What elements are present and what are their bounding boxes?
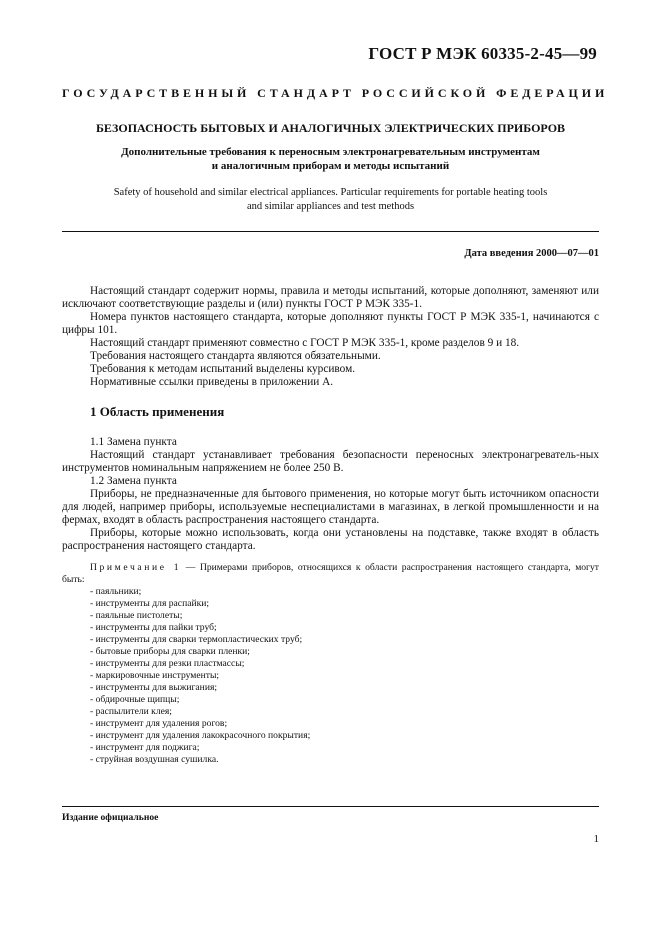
intro-paragraph: Номера пунктов настоящего стандарта, которые дополняют пункты ГОСТ Р МЭК 335-1, начинаются с цифры 101. [62, 311, 599, 336]
intro-paragraph: Настоящий стандарт содержит нормы, правила и методы испытаний, которые дополняют, заменяют или исключают соответствующие разделы и (или) пункты ГОСТ Р МЭК 335-1. [62, 285, 599, 310]
list-item: - инструменты для резки пластмассы; [90, 658, 245, 669]
list-item: - маркировочные инструменты; [90, 670, 220, 681]
scope-paragraph: Настоящий стандарт устанавливает требования безопасности переносных электронагреватель-ных инструментов номинальным напряжением не более 250 В. [62, 449, 599, 474]
state-standard-heading: ГОСУДАРСТВЕННЫЙ СТАНДАРТ РОССИЙСКОЙ ФЕДЕРАЦИИ [62, 86, 609, 100]
list-item: - паяльники; [90, 586, 142, 597]
appliance-example-list [62, 586, 599, 766]
clause-title: 1.2 Замена пункта [90, 475, 177, 487]
list-item: - инструменты для сварки термопластических труб; [90, 634, 303, 645]
intro-paragraph: Нормативные ссылки приведены в приложении А. [90, 376, 334, 388]
list-item: - обдирочные щипцы; [90, 694, 180, 705]
page-number: 1 [593, 833, 599, 845]
document-title: БЕЗОПАСНОСТЬ БЫТОВЫХ И АНАЛОГИЧНЫХ ЭЛЕКТРИЧЕСКИХ ПРИБОРОВ [95, 121, 566, 135]
english-title-line: Safety of household and similar electrical appliances. Particular requirements for portable heating tools [113, 187, 548, 198]
list-item: - инструмент для поджига; [90, 742, 200, 753]
list-item: - паяльные пистолеты; [90, 610, 183, 621]
list-item: - бытовые приборы для сварки пленки; [90, 646, 250, 657]
scope-paragraph: Приборы, не предназначенные для бытового применения, но которые могут быть источником опасности для людей, например приборы, используемые неспециалистами в магазинах, в легкой промышленности и на фермах, входят в область распространения настоящего стандарта. [62, 488, 599, 526]
list-item: - инструмент для удаления рогов; [90, 718, 228, 729]
clause-title: 1.1 Замена пункта [90, 436, 177, 448]
intro-paragraph: Требования настоящего стандарта являются обязательными. [90, 350, 381, 362]
note-intro [62, 562, 599, 586]
list-item: - инструменты для распайки; [90, 598, 210, 609]
introduction-date: Дата введения 2000—07—01 [464, 248, 599, 259]
note-1 [62, 562, 599, 766]
list-item: - инструмент для удаления лакокрасочного покрытия; [90, 730, 311, 741]
list-item: - струйная воздушная сушилка. [90, 754, 219, 765]
subtitle-line: Дополнительные требования к переносным электронагревательным инструментам [121, 146, 540, 158]
note-text: — Примерами приборов, относящихся к области распространения настоящего стандарта, могут быть: [62, 562, 599, 585]
list-item: - инструменты для пайки труб; [90, 622, 217, 633]
scope-text [62, 436, 599, 553]
intro-paragraph: Настоящий стандарт применяют совместно с ГОСТ Р МЭК 335-1, кроме разделов 9 и 18. [90, 337, 520, 349]
list-item: - инструменты для выжигания; [90, 682, 218, 693]
list-item: - распылители клея; [90, 706, 172, 717]
subtitle-line: и аналогичным приборам и методы испытаний [211, 160, 450, 172]
english-title-line: and similar appliances and test methods [246, 201, 415, 212]
english-title [62, 186, 599, 214]
official-edition-label: Издание официальное [62, 812, 159, 823]
header-divider [62, 231, 599, 232]
note-label: Примечание 1 [90, 562, 182, 573]
section-heading-scope: 1 Область применения [90, 404, 225, 419]
footer-divider [62, 806, 599, 807]
document-subtitle [62, 145, 599, 173]
document-code: ГОСТ Р МЭК 60335-2-45—99 [368, 44, 597, 63]
intro-paragraph: Требования к методам испытаний выделены курсивом. [90, 363, 356, 375]
scope-paragraph: Приборы, которые можно использовать, когда они установлены на подставке, также входят в область распространения настоящего стандарта. [62, 527, 599, 552]
introduction-text [62, 285, 599, 389]
